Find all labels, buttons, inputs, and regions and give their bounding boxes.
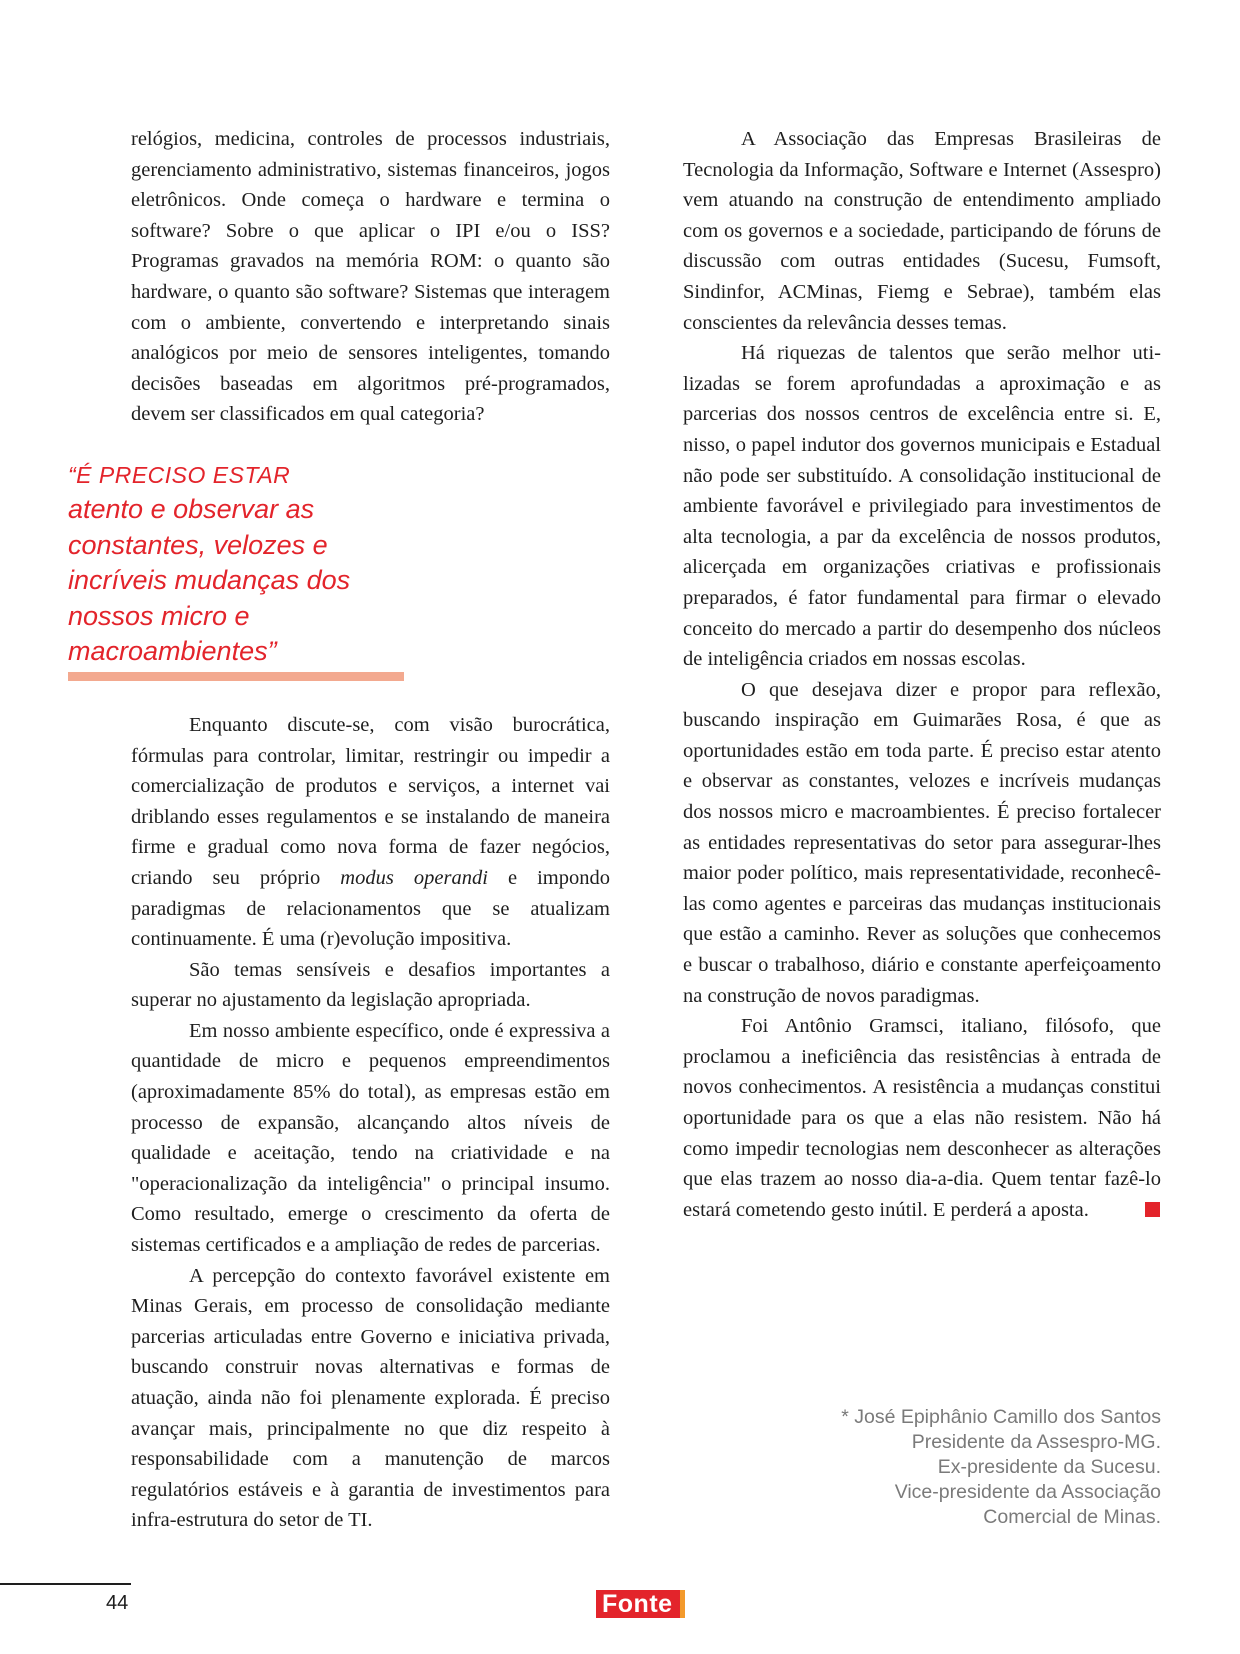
right-paragraph-4	[683, 1011, 1161, 1225]
author-role-3-cont: Comercial de Minas.	[983, 1506, 1161, 1528]
left-paragraph-1: relógios, medicina, controles de processos industriais, gerenciamento administrativo, sistemas financeiros, jogos eletrônicos. Onde começa o hardware e termina o software? Sobre o que aplicar o IPI e/ou o ISS? Programas gravados na memória ROM: o quanto são hardware, o quanto são software? Sistemas que interagem com o ambiente, convertendo e interpretando sinais analógicos por meio de sensores inteligentes, tomando decisões baseadas em algoritmos pré-programados, devem ser classificados em qual categoria?	[131, 128, 610, 426]
author-role-3: Vice-presidente da Associação	[894, 1481, 1161, 1503]
author-role-2: Ex-presidente da Sucesu.	[937, 1456, 1161, 1478]
right-paragraph-1: A Associação das Empresas Brasileiras de Tecnologia da Informação, Software e Internet (Assespro) vem atuando na construção de entendimento ampliado com os governos e a sociedade, participando de fóruns de discussão com outras entidades (Sucesu, Fumsoft, Sindinfor, ACMinas, Fiemg e Sebrae), também elas conscientes da relevância desses temas.	[683, 128, 1161, 334]
author-role-1: Presidente da Assespro-MG.	[911, 1431, 1161, 1453]
right-paragraph-2: Há riquezas de talentos que serão melhor utilizadas se forem aprofundadas a aproximação e as parcerias dos nossos centros de excelência entre si. E, nisso, o papel indutor dos governos municipais e Estadual não pode ser substituído. A consolidação institucional de ambiente favorável e privilegiado para investimentos de alta tecnologia, a par da excelência de nossos produtos, alicerçada em organizações criativas e profissionais preparados, é fator fundamental para firmar o elevado conceito do mercado a partir do desempenho dos núcleos de inteligência criados em nossas escolas.	[683, 342, 1161, 671]
left-paragraph-2-start: Enquanto discute-se, com visão burocrática, fórmulas para controlar, limitar, restringir ou impedir a comercialização de produtos e serviços, a internet vai driblando esses regulamentos e se instalando de maneira firme e gradual como nova forma de fazer negócios, criando seu próprio	[131, 713, 610, 889]
author-credits	[841, 1405, 1161, 1530]
pull-quote-underline	[68, 672, 404, 681]
modus-operandi-italic: modus operandi	[340, 866, 488, 889]
right-paragraph-3: O que desejava dizer e propor para reflexão, buscando inspiração em Guimarães Rosa, é que as oportunidades estão em toda parte. É preciso estar atento e observar as constantes, velozes e incríveis mudanças dos nossos micro e macroambientes. É preciso fortalecer as entidades representativas do setor para assegurar-lhes maior poder político, mais representatividade, reconhecê-las como agentes e parceiras das mudanças institucionais que estão a caminho. Rever as soluções que conhecemos e buscar o trabalhoso, diário e constante aperfeiçoamento na construção de novos paradigmas.	[683, 678, 1161, 1007]
left-column	[68, 124, 610, 1536]
right-paragraph-4-text: Foi Antônio Gramsci, italiano, filósofo, que proclamou a ineficiência das resistências à entrada de novos conhecimentos. A resistência a mudanças constitui oportunidade para os que a elas não resistem. Não há como impedir tecnologias nem desconhecer as alterações que elas trazem ao nosso dia-a-dia. Quem tentar fazê-lo estará cometendo gesto inútil. E perderá a aposta.	[683, 1015, 1161, 1221]
left-paragraph-2-end: e impondo paradigmas de relacionamentos que se atualizam continuamente. É uma (r)evolução impositiva.	[131, 866, 610, 951]
author-name: * José Epiphânio Camillo dos Santos	[841, 1406, 1161, 1428]
pull-quote	[68, 430, 478, 710]
footer-rule	[0, 1583, 131, 1585]
left-paragraph-3: São temas sensíveis e desafios importantes a superar no ajustamento da legislação apropriada.	[131, 958, 610, 1012]
page-number: 44	[106, 1592, 129, 1614]
pull-quote-body: atento e observar as constantes, velozes e incríveis mudanças dos nossos micro e macroambientes”	[68, 494, 351, 667]
right-column	[683, 124, 1161, 1225]
pull-quote-text	[68, 458, 398, 670]
pull-quote-lead: “É PRECISO ESTAR	[68, 461, 291, 488]
fonte-logo: Fonte	[596, 1590, 685, 1618]
end-of-article-square-icon	[1145, 1202, 1160, 1217]
left-paragraph-5: A percepção do contexto favorável existente em Minas Gerais, em processo de consolidação mediante parcerias articuladas entre Governo e iniciativa privada, buscando construir novas alternativas e formas de atuação, ainda não foi plenamente explorada. É preciso avançar mais, principalmente no que diz respeito à responsabilidade com a manutenção de marcos regulatórios estáveis e à garantia de investimentos para infra-estrutura do setor de TI.	[131, 1264, 610, 1532]
left-paragraph-4: Em nosso ambiente específico, onde é expressiva a quantidade de micro e pequenos empreendimentos (aproximadamente 85% do total), as empresas estão em processo de expansão, alcançando altos níveis de qualidade e aceitação, tendo na criatividade e na "operacionalização da inteligência" o principal insumo. Como resultado, emerge o crescimento da oferta de sistemas certificados e a ampliação de redes de parcerias.	[131, 1019, 610, 1257]
